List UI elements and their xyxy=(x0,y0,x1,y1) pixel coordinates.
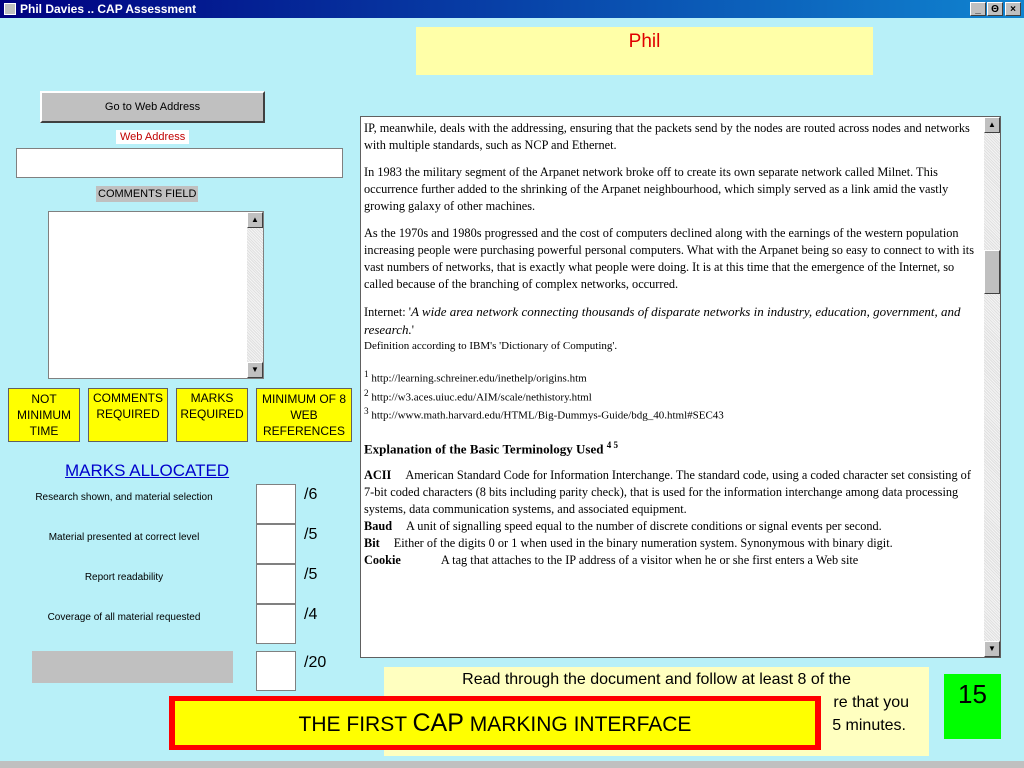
document-viewer[interactable] xyxy=(360,116,1001,658)
scroll-down-arrow-icon[interactable]: ▼ xyxy=(984,641,1000,657)
document-content xyxy=(364,120,980,569)
term-entry: Baud A unit of signalling speed equal to the number of discrete conditions or signal events per second. xyxy=(364,519,882,534)
comments-scrollbar[interactable] xyxy=(247,212,263,378)
criterion-label: Coverage of all material requested xyxy=(47,612,201,623)
document-paragraph: As the 1970s and 1980s progressed and the cost of computers declined along with the earnings of the western population increasing people were purchasing powerful personal computers. What with the Arpanet being so easy to connect to with its vast numbers of networks, that is exactly what people were doing. It is at this time that the emergence of the Internet, so called because of the branching of complex networks, occurred. xyxy=(364,226,975,291)
term-entry: Cookie A tag that attaches to the IP address of a visitor when he or she first enters a Web site xyxy=(364,553,859,568)
readability-mark-max: /5 xyxy=(304,566,318,583)
minimum-web-references-warning: MINIMUM OF 8 WEB REFERENCES xyxy=(256,388,352,442)
terminology-heading: Explanation of the Basic Terminology Used $^{4 5}$ xyxy=(364,439,618,457)
document-scrollbar[interactable] xyxy=(984,117,1000,657)
criterion-label: Material presented at correct level xyxy=(48,532,200,543)
presentation-mark-max: /5 xyxy=(304,526,318,543)
instructions-line: 5 minutes. xyxy=(832,717,906,734)
app-icon xyxy=(4,3,16,15)
readability-mark-input[interactable] xyxy=(256,564,296,604)
minimize-button[interactable]: _ xyxy=(970,2,986,16)
caption-banner xyxy=(169,696,821,750)
footnote-reference: $^2$ http://w3.aces.uiuc.edu/AIM/scale/nethistory.html xyxy=(364,387,592,404)
term-entry: Bit Either of the digits 0 or 1 when used in the binary numeration system. Synonymous with binary digit. xyxy=(364,536,893,551)
scroll-down-arrow-icon[interactable]: ▼ xyxy=(247,362,263,378)
timer-display: 15 xyxy=(944,674,1001,739)
coverage-mark-input[interactable] xyxy=(256,604,296,644)
research-mark-input[interactable] xyxy=(256,484,296,524)
comments-field-label: COMMENTS FIELD xyxy=(98,188,197,200)
close-button[interactable]: × xyxy=(1005,2,1021,16)
title-bar xyxy=(0,0,1024,18)
document-paragraph: IP, meanwhile, deals with the addressing, ensuring that the packets send by the nodes are routed across nodes and networks with multiple standards, such as NCP and Ethernet. xyxy=(364,121,970,152)
student-name: Phil xyxy=(628,31,661,52)
coverage-mark-max: /4 xyxy=(304,606,318,623)
total-mark-max: /20 xyxy=(304,654,327,671)
scroll-thumb[interactable] xyxy=(984,250,1000,294)
restore-button[interactable]: Θ xyxy=(987,2,1003,16)
caption-text: THE FIRST CAP MARKING INTERFACE xyxy=(175,701,815,745)
marks-allocated-title: MARKS ALLOCATED xyxy=(65,461,230,480)
not-minimum-time-warning: NOT MINIMUM TIME xyxy=(8,388,80,442)
go-to-web-address-button[interactable]: Go to Web Address xyxy=(40,91,265,123)
student-name-box xyxy=(416,27,873,75)
marks-required-warning: MARKS REQUIRED xyxy=(176,388,248,442)
instructions-line: re that you xyxy=(833,694,909,711)
criterion-label: Report readability xyxy=(84,572,164,583)
scroll-up-arrow-icon[interactable]: ▲ xyxy=(984,117,1000,133)
web-address-input[interactable] xyxy=(16,148,343,178)
footnote-reference: $^3$ http://www.math.harvard.edu/HTML/Big-Dummys-Guide/bdg_40.html#SEC43 xyxy=(364,406,724,422)
instructions-line: Read through the document and follow at least 8 of the xyxy=(462,671,851,688)
comments-required-warning: COMMENTS REQUIRED xyxy=(88,388,168,442)
total-mark-box xyxy=(256,651,296,691)
presentation-mark-input[interactable] xyxy=(256,524,296,564)
research-mark-max: /6 xyxy=(304,486,318,503)
bottom-frame xyxy=(0,761,1024,768)
definition-source: Definition according to IBM's 'Dictionary of Computing'. xyxy=(364,340,618,352)
document-paragraph: In 1983 the military segment of the Arpanet network broke off to create its own separate network called Milnet. This occurrence further added to the shrinking of the Arpanet neighbourhood, which simply served as a link amid the vastly growing galaxy of other machines. xyxy=(364,165,949,213)
footnote-reference: $^1$ http://learning.schreiner.edu/inethelp/origins.htm xyxy=(364,369,587,385)
internet-definition: Internet: 'A wide area network connecting thousands of disparate networks in industry, education, government, and research.' xyxy=(364,304,961,337)
term-entry: ACII American Standard Code for Information Interchange. The standard code, using a coded character set consisting of 7-bit coded characters (8 bits including parity check), that is used for the information interchange among data processing systems, data communication systems, and associated equipment. xyxy=(364,468,971,517)
web-address-label: Web Address xyxy=(116,130,189,144)
scroll-up-arrow-icon[interactable]: ▲ xyxy=(247,212,263,228)
comments-textarea[interactable] xyxy=(48,211,264,379)
criterion-label: Research shown, and material selection xyxy=(35,492,213,503)
window-title: Phil Davies .. CAP Assessment xyxy=(20,2,197,16)
submit-button[interactable] xyxy=(32,651,233,683)
